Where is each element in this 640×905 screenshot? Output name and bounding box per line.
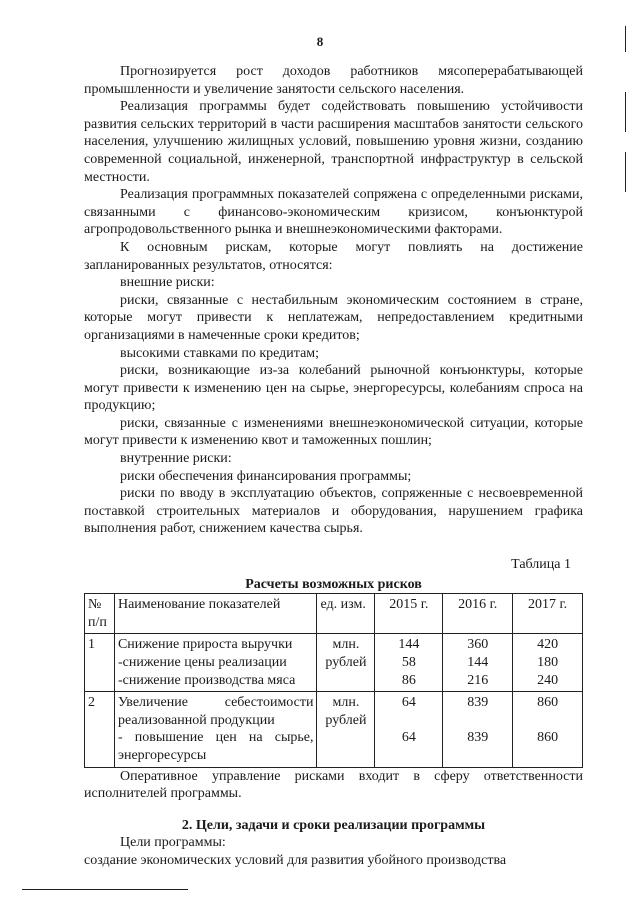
value-cell: 64	[401, 695, 416, 711]
row-2015	[375, 692, 443, 767]
value-cell: 240	[537, 672, 559, 688]
paragraph: Прогнозируется рост доходов работников мясоперерабатывающей промышленности и увеличение занятости сельского населения.	[84, 64, 583, 97]
header-cell-unit: ед. изм.	[317, 594, 375, 634]
margin-mark	[625, 26, 626, 52]
paragraph: Реализация программных показателей сопряжена с определенными рисками, связанными с финансово-экономическим кризисом, конъюнктурой агропродовольственного рынка и внешнеэкономическими факторами.	[84, 187, 583, 238]
row-2016	[443, 692, 513, 767]
row-unit	[317, 692, 375, 767]
indicator-name: Снижение прироста выручки	[117, 637, 293, 653]
row-2017	[513, 634, 583, 692]
paragraph: риски по вводу в эксплуатацию объектов, сопряженные с несвоевременной поставкой строительных материалов и оборудования, нарушением графика выполнения работ, снижением качества сырья.	[84, 486, 583, 537]
paragraphs-before-table	[84, 63, 583, 538]
header-cell-2016: 2016 г.	[443, 594, 513, 634]
paragraph-after-table: Оперативное управление рисками входит в сферу ответственности исполнителей программы.	[84, 768, 583, 802]
table-title: Расчеты возможных рисков	[245, 576, 422, 592]
margin-mark	[625, 92, 626, 132]
paragraph: риски, связанные с нестабильным экономическим состоянием в стране, которые могут привести к неплатежам, непредоставлением кредитными организациями в намеченные сроки кредитов;	[84, 292, 583, 343]
value-cell: 860	[537, 729, 559, 745]
goals-item: создание экономических условий для развития убойного производства	[84, 852, 507, 868]
table-row	[85, 692, 583, 767]
row-names	[114, 634, 317, 692]
row-2016	[443, 634, 513, 692]
table-header-row	[85, 594, 583, 634]
paragraph: внутренние риски:	[120, 451, 232, 467]
value-cell: 360	[467, 637, 489, 653]
header-cell-name: Наименование показателей	[114, 594, 317, 634]
indicator-name: Увеличение себестоимости реализованной продукции	[117, 695, 314, 728]
document-body	[84, 63, 583, 870]
page-number: 8	[316, 34, 324, 49]
paragraph: Реализация программы будет содействовать повышению устойчивости развития сельских территорий в части расширения масштабов занятости сельского населения, улучшению жилищных условий, повышению уровня жизни, созданию современной социальной, инженерной, транспортной инфраструктур в сельской местности.	[84, 99, 583, 185]
value-cell: 420	[537, 637, 559, 653]
table-label: Таблица 1	[511, 557, 571, 573]
row-2015	[375, 634, 443, 692]
paragraph: высокими ставками по кредитам;	[120, 345, 320, 361]
indicator-name: -снижение производства мяса	[117, 672, 296, 688]
goals-label: Цели программы:	[120, 835, 226, 851]
paragraph: риски обеспечения финансирования программы;	[120, 468, 412, 484]
row-num: 2	[85, 692, 115, 767]
value-cell: 860	[537, 695, 559, 711]
paragraph: К основным рискам, которые могут повлиять на достижение запланированных результатов, относятся:	[84, 239, 583, 273]
value-cell: 86	[401, 672, 416, 688]
footnote-rule	[22, 889, 188, 890]
row-unit	[317, 634, 375, 692]
header-cell-2015: 2015 г.	[375, 594, 443, 634]
unit-text: рублей	[325, 655, 367, 670]
indicator-name: - повышение цен на сырье, энергоресурсы	[117, 730, 314, 763]
paragraph: риски, возникающие из-за колебаний рыночной конъюнктуры, которые могут привести к изменению цен на сырье, энергоресурсы, колебаниям спроса на продукцию;	[84, 363, 583, 414]
value-cell: 64	[401, 729, 416, 745]
paragraph: внешние риски:	[120, 275, 215, 291]
value-cell: 180	[537, 655, 559, 670]
risks-table	[84, 593, 583, 767]
unit-text: млн.	[332, 637, 360, 653]
value-cell: 839	[467, 695, 489, 711]
header-cell-2017: 2017 г.	[513, 594, 583, 634]
unit-text: рублей	[325, 712, 367, 728]
unit-text: млн.	[332, 695, 360, 711]
paragraph: риски, связанные с изменениями внешнеэкономической ситуации, которые могут привести к изменению квот и таможенных пошлин;	[84, 415, 583, 449]
indicator-name: -снижение цены реализации	[117, 655, 287, 670]
row-2017	[513, 692, 583, 767]
value-cell: 216	[467, 672, 489, 688]
table-row	[85, 634, 583, 692]
margin-mark	[625, 152, 626, 192]
value-cell: 144	[398, 637, 420, 653]
value-cell: 839	[467, 729, 489, 745]
value-cell: 58	[401, 655, 416, 670]
header-cell-num: № п/п	[85, 594, 115, 634]
section-heading: 2. Цели, задачи и сроки реализации программы	[181, 817, 486, 833]
value-cell: 144	[467, 655, 489, 670]
row-num: 1	[85, 634, 115, 692]
row-names	[114, 692, 317, 767]
